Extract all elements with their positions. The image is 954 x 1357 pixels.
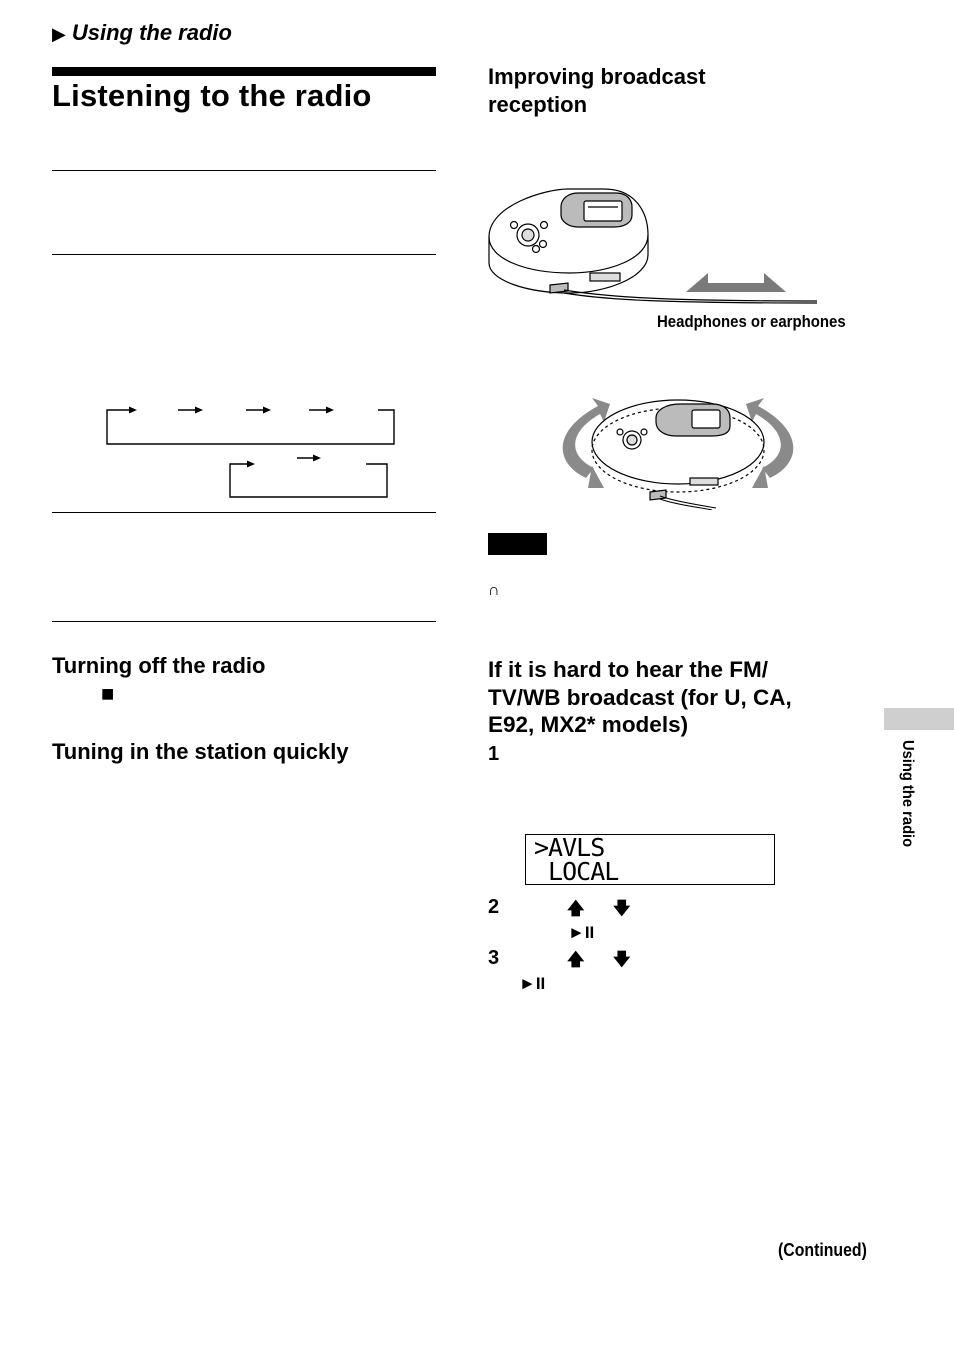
continued-label: (Continued) <box>778 1240 867 1260</box>
heading-improving-reception <box>488 63 706 119</box>
cd-player-rotate-illustration <box>556 392 800 510</box>
section-label <box>52 20 232 46</box>
heading-hard-to-hear <box>488 656 792 739</box>
notes-badge <box>488 533 547 555</box>
cd-player-headphone-cord-illustration <box>486 185 821 305</box>
heading-line: If it is hard to hear the FM/ <box>488 657 769 682</box>
arrow-head-icon <box>129 407 137 414</box>
up-arrow-icon: 🡅 <box>567 899 585 918</box>
heading-line: TV/WB broadcast (for U, CA, <box>488 684 792 710</box>
play-pause-icon: ►II <box>568 923 595 942</box>
play-pause-icon: ►II <box>519 974 546 993</box>
arrow-head-icon <box>195 407 203 414</box>
up-arrow-icon: 🡅 <box>567 950 585 969</box>
lcd-display <box>525 834 775 885</box>
down-arrow-icon: 🡇 <box>613 899 631 918</box>
divider-2 <box>52 254 436 255</box>
heading-line: E92, MX2* models) <box>488 712 689 737</box>
divider-3 <box>52 512 436 513</box>
step-number-1: 1 <box>488 743 500 765</box>
heading-turning-off: Turning off the radio <box>52 653 266 678</box>
lcd-line-2: LOCAL <box>534 857 619 886</box>
title-bar <box>52 67 436 76</box>
arrow-head-icon <box>313 455 321 462</box>
section-label-text: Using the radio <box>71 20 232 45</box>
headphone-icon: ∩ <box>488 582 500 599</box>
double-arrow-icon <box>686 273 786 292</box>
heading-line: reception <box>488 92 588 117</box>
arrow-head-icon <box>263 407 271 414</box>
lcd-line-1: >AVLS <box>534 833 605 862</box>
triangle-marker-icon: ▶ <box>52 24 66 44</box>
band-loop-bottom <box>230 464 387 497</box>
band-loop-top <box>107 410 394 444</box>
caption-headphones: Headphones or earphones <box>657 312 846 331</box>
step-number-3: 3 <box>488 947 500 969</box>
down-arrow-icon: 🡇 <box>613 950 631 969</box>
heading-tuning-quickly: Tuning in the station quickly <box>52 739 349 764</box>
divider-1 <box>52 170 436 171</box>
side-tab <box>884 708 954 730</box>
heading-line: Improving broadcast <box>488 64 706 89</box>
stop-button-icon: ■ <box>101 681 115 706</box>
step-number-2: 2 <box>488 896 500 918</box>
side-tab-label: Using the radio <box>899 740 916 848</box>
page-title: Listening to the radio <box>52 78 372 113</box>
divider-4 <box>52 621 436 622</box>
arrow-head-icon <box>326 407 334 414</box>
arrow-head-icon <box>247 461 255 468</box>
band-cycle-diagram <box>100 398 400 502</box>
